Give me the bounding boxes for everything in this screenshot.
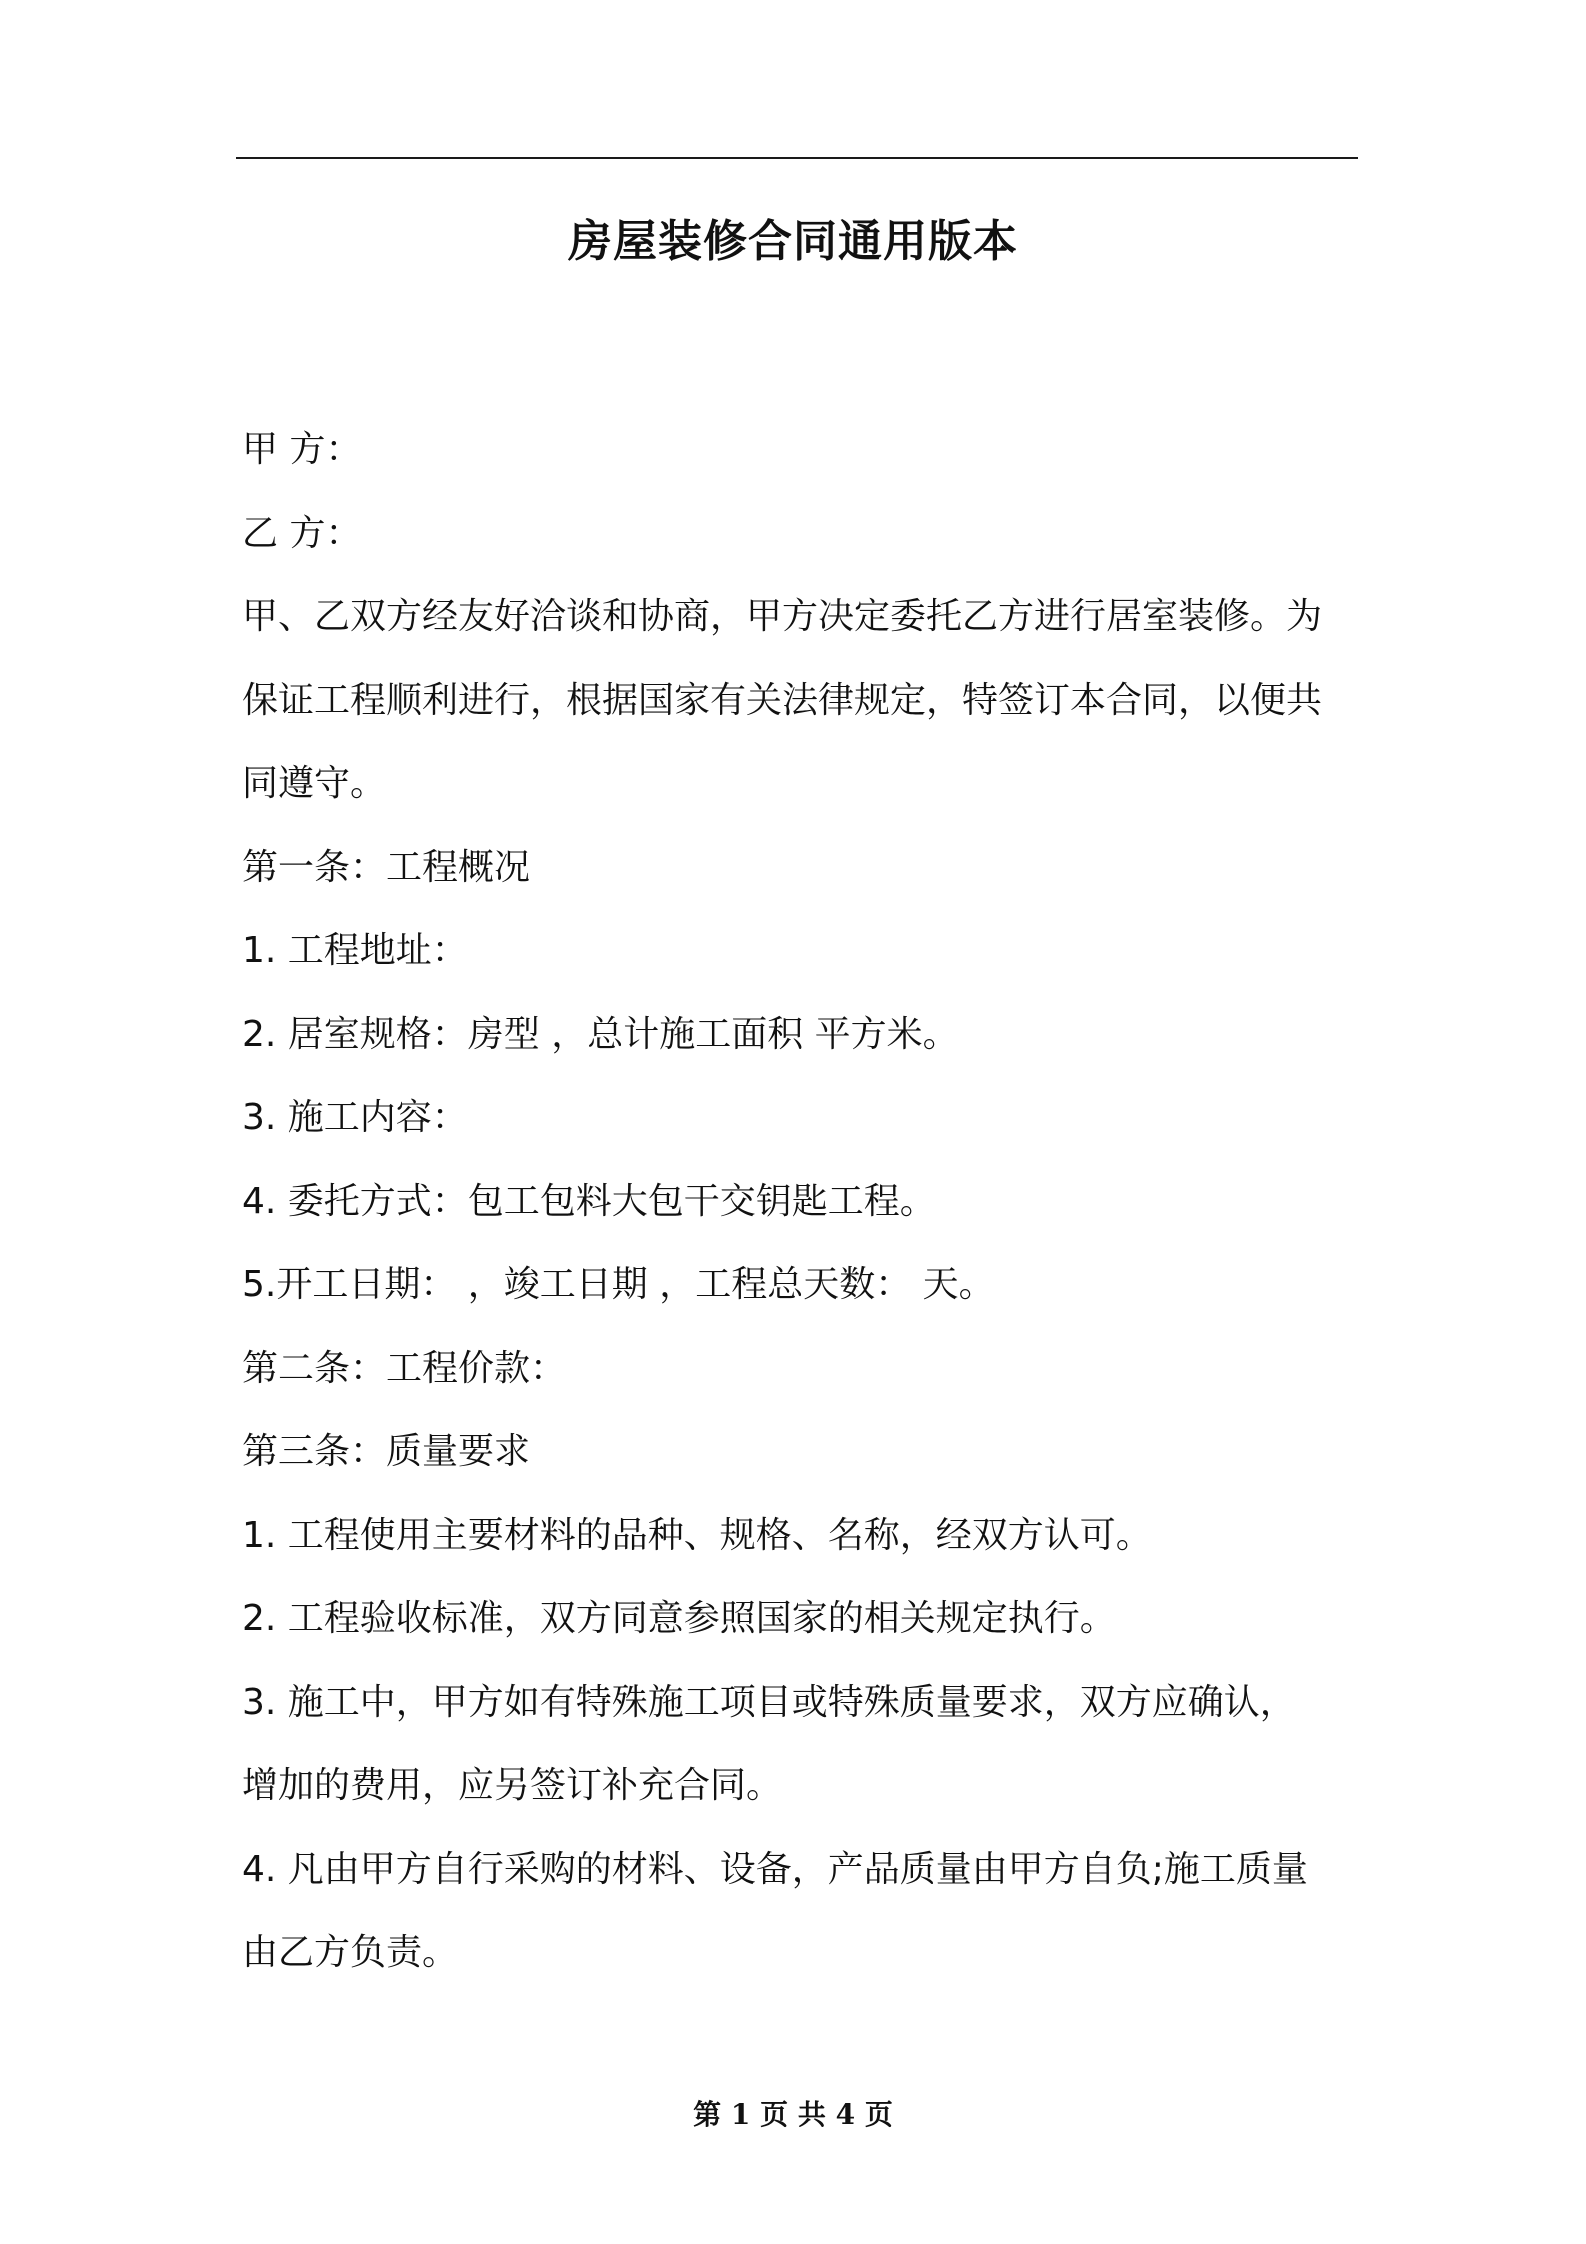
document-body [242,408,1362,1995]
party-a-line: 甲 方： [242,429,362,470]
party-b-line: 乙 方： [242,512,362,554]
article-2-heading: 第二条：工程价款： [242,1347,567,1389]
header-rule [236,157,1358,159]
article-3-item-4-line-2: 由乙方负责。 [242,1932,459,1973]
intro-line-2: 保证工程顺利进行，根据国家有关法律规定，特签订本合同，以便共 [242,679,1323,721]
page-number-footer: 第 1 页 共 4 页 [693,2098,893,2131]
article-1-item-1: 1. 工程地址： [242,930,468,971]
document-title: 房屋装修合同通用版本 [568,216,1018,267]
article-1-item-4: 4. 委托方式：包工包料大包干交钥匙工程。 [242,1180,936,1222]
article-1-item-5: 5.开工日期： ，竣工日期 ，工程总天数： 天。 [242,1264,995,1305]
intro-line-3: 同遵守。 [242,763,387,804]
article-3-item-3-line-1: 3. 施工中，甲方如有特殊施工项目或特殊质量要求，双方应确认， [242,1681,1296,1723]
article-3-item-1: 1. 工程使用主要材料的品种、规格、名称，经双方认可。 [242,1514,1152,1556]
article-3-item-3-line-2: 增加的费用，应另签订补充合同。 [242,1765,783,1806]
article-1-item-2: 2. 居室规格：房型 ，总计施工面积 平方米。 [242,1013,959,1055]
article-1-heading: 第一条：工程概况 [242,846,531,888]
article-3-item-4-line-1: 4. 凡由甲方自行采购的材料、设备，产品质量由甲方自负;施工质量 [242,1848,1308,1890]
article-1-item-3: 3. 施工内容： [242,1097,468,1138]
article-3-item-2: 2. 工程验收标准，双方同意参照国家的相关规定执行。 [242,1598,1116,1639]
intro-line-1: 甲、乙双方经友好洽谈和协商，甲方决定委托乙方进行居室装修。为 [242,596,1323,637]
article-3-heading: 第三条：质量要求 [242,1431,531,1472]
